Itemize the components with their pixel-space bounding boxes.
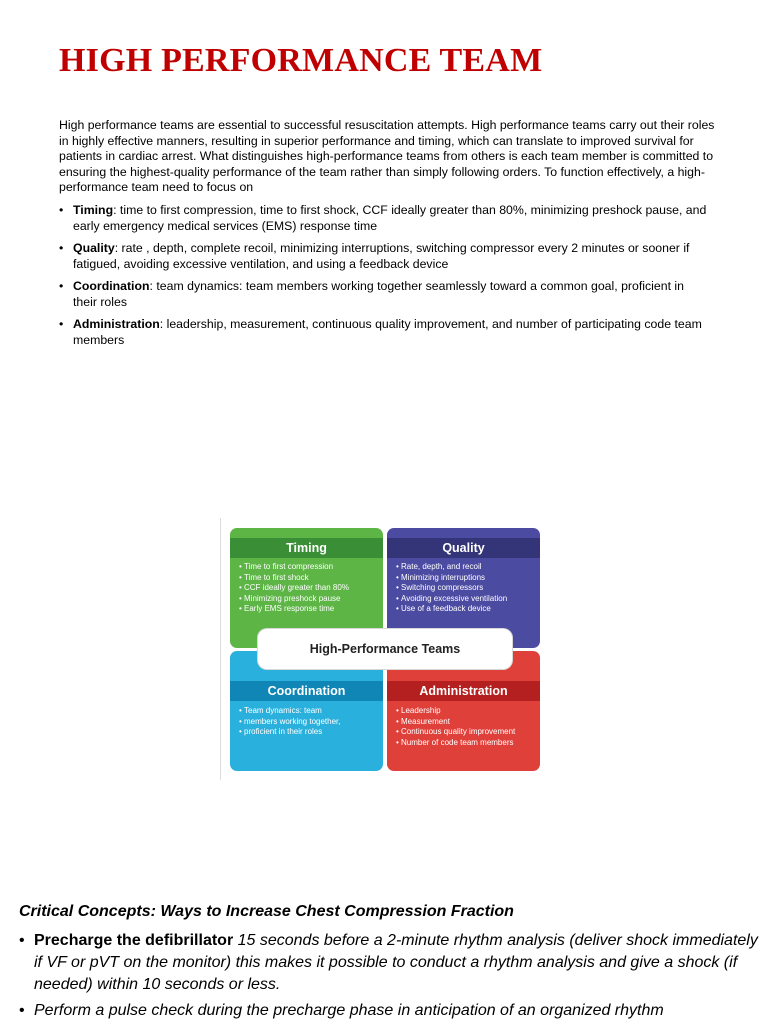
focus-term: Quality — [73, 241, 115, 255]
critical-item-text: 15 seconds before a 2-minute rhythm analysis (deliver shock immediately if VF or pVT on the monitor) this makes it possible to conduct a rhythm analysis and give a shock (if needed) within 10 seconds or less. — [34, 932, 758, 993]
quadrant-list — [230, 701, 383, 738]
quadrant-title: Quality — [387, 538, 540, 558]
bullet-marker: • — [59, 203, 64, 217]
focus-term: Administration — [73, 317, 160, 331]
critical-item — [19, 930, 759, 996]
figure-border — [220, 518, 221, 780]
critical-item-bold: Precharge the defibrillator — [34, 932, 234, 949]
quadrant-list — [230, 558, 383, 615]
quadrant-list-item: • Avoiding excessive ventilation — [401, 594, 540, 605]
critical-item — [19, 1000, 759, 1022]
quadrant-list-item: • members working together, — [244, 717, 383, 728]
quadrant-list-item: • Team dynamics: team — [244, 706, 383, 717]
focus-item-timing — [59, 203, 709, 234]
quadrant-list-item: • Minimizing preshock pause — [244, 594, 383, 605]
focus-list — [59, 203, 709, 355]
page-title: HIGH PERFORMANCE TEAM — [59, 42, 543, 79]
quadrant-list-item: • Measurement — [401, 717, 540, 728]
quadrant-coordination — [230, 651, 383, 771]
quadrant-list-item: • Time to first compression — [244, 562, 383, 573]
quadrant-administration — [387, 651, 540, 771]
bullet-marker: • — [19, 1002, 25, 1019]
quadrant-list-item: • Leadership — [401, 706, 540, 717]
quadrant-list-item: • proficient in their roles — [244, 727, 383, 738]
quadrant-list — [387, 701, 540, 748]
critical-concepts-heading: Critical Concepts: Ways to Increase Chest Compression Fraction — [19, 903, 514, 920]
intro-paragraph: High performance teams are essential to successful resuscitation attempts. High performance teams carry out their roles in highly effective manners, resulting in superior performance and timing, which can translate to improved survival for patients in cardiac arrest. What distinguishes high-performance teams from others is each team member is committed to ensuring the highest-quality performance of the team rather than simply following orders. To function effectively, a high-performance team need to focus on — [59, 118, 715, 194]
bullet-marker: • — [59, 241, 64, 255]
focus-text: : rate , depth, complete recoil, minimizing interruptions, switching compressor every 2 minutes or sooner if fatigued, avoiding excessive ventilation, and using a feedback device — [73, 241, 690, 271]
critical-item-text: Perform a pulse check during the precharge phase in anticipation of an organized rhythm — [34, 1002, 664, 1019]
quadrant-list-item: • CCF ideally greater than 80% — [244, 583, 383, 594]
quadrant-list-item: • Rate, depth, and recoil — [401, 562, 540, 573]
critical-concepts-list — [19, 930, 759, 1026]
bullet-marker: • — [59, 279, 64, 293]
quadrant-title: Timing — [230, 538, 383, 558]
quadrant-list-item: • Use of a feedback device — [401, 604, 540, 615]
focus-text: : time to first compression, time to first shock, CCF ideally greater than 80%, minimizing preshock pause, and early emergency medical services (EMS) response time — [73, 203, 707, 233]
bullet-marker: • — [59, 317, 64, 331]
quadrant-list-item: • Early EMS response time — [244, 604, 383, 615]
focus-text: : leadership, measurement, continuous quality improvement, and number of participating code team members — [73, 317, 702, 347]
quadrant-list-item: • Minimizing interruptions — [401, 573, 540, 584]
focus-term: Timing — [73, 203, 114, 217]
diagram-center-label: High-Performance Teams — [258, 629, 512, 669]
quadrant-list-item: • Number of code team members — [401, 738, 540, 749]
focus-item-administration — [59, 317, 709, 348]
quadrant-list-item: • Switching compressors — [401, 583, 540, 594]
quadrant-list — [387, 558, 540, 615]
quadrant-title: Administration — [387, 681, 540, 701]
quadrant-list-item: • Time to first shock — [244, 573, 383, 584]
quadrant-title: Coordination — [230, 681, 383, 701]
focus-item-coordination — [59, 279, 709, 310]
focus-text: : team dynamics: team members working together seamlessly toward a common goal, proficient in their roles — [73, 279, 684, 309]
focus-term: Coordination — [73, 279, 150, 293]
focus-item-quality — [59, 241, 709, 272]
high-performance-teams-diagram — [220, 518, 544, 780]
quadrant-list-item: • Continuous quality improvement — [401, 727, 540, 738]
bullet-marker: • — [19, 932, 25, 949]
